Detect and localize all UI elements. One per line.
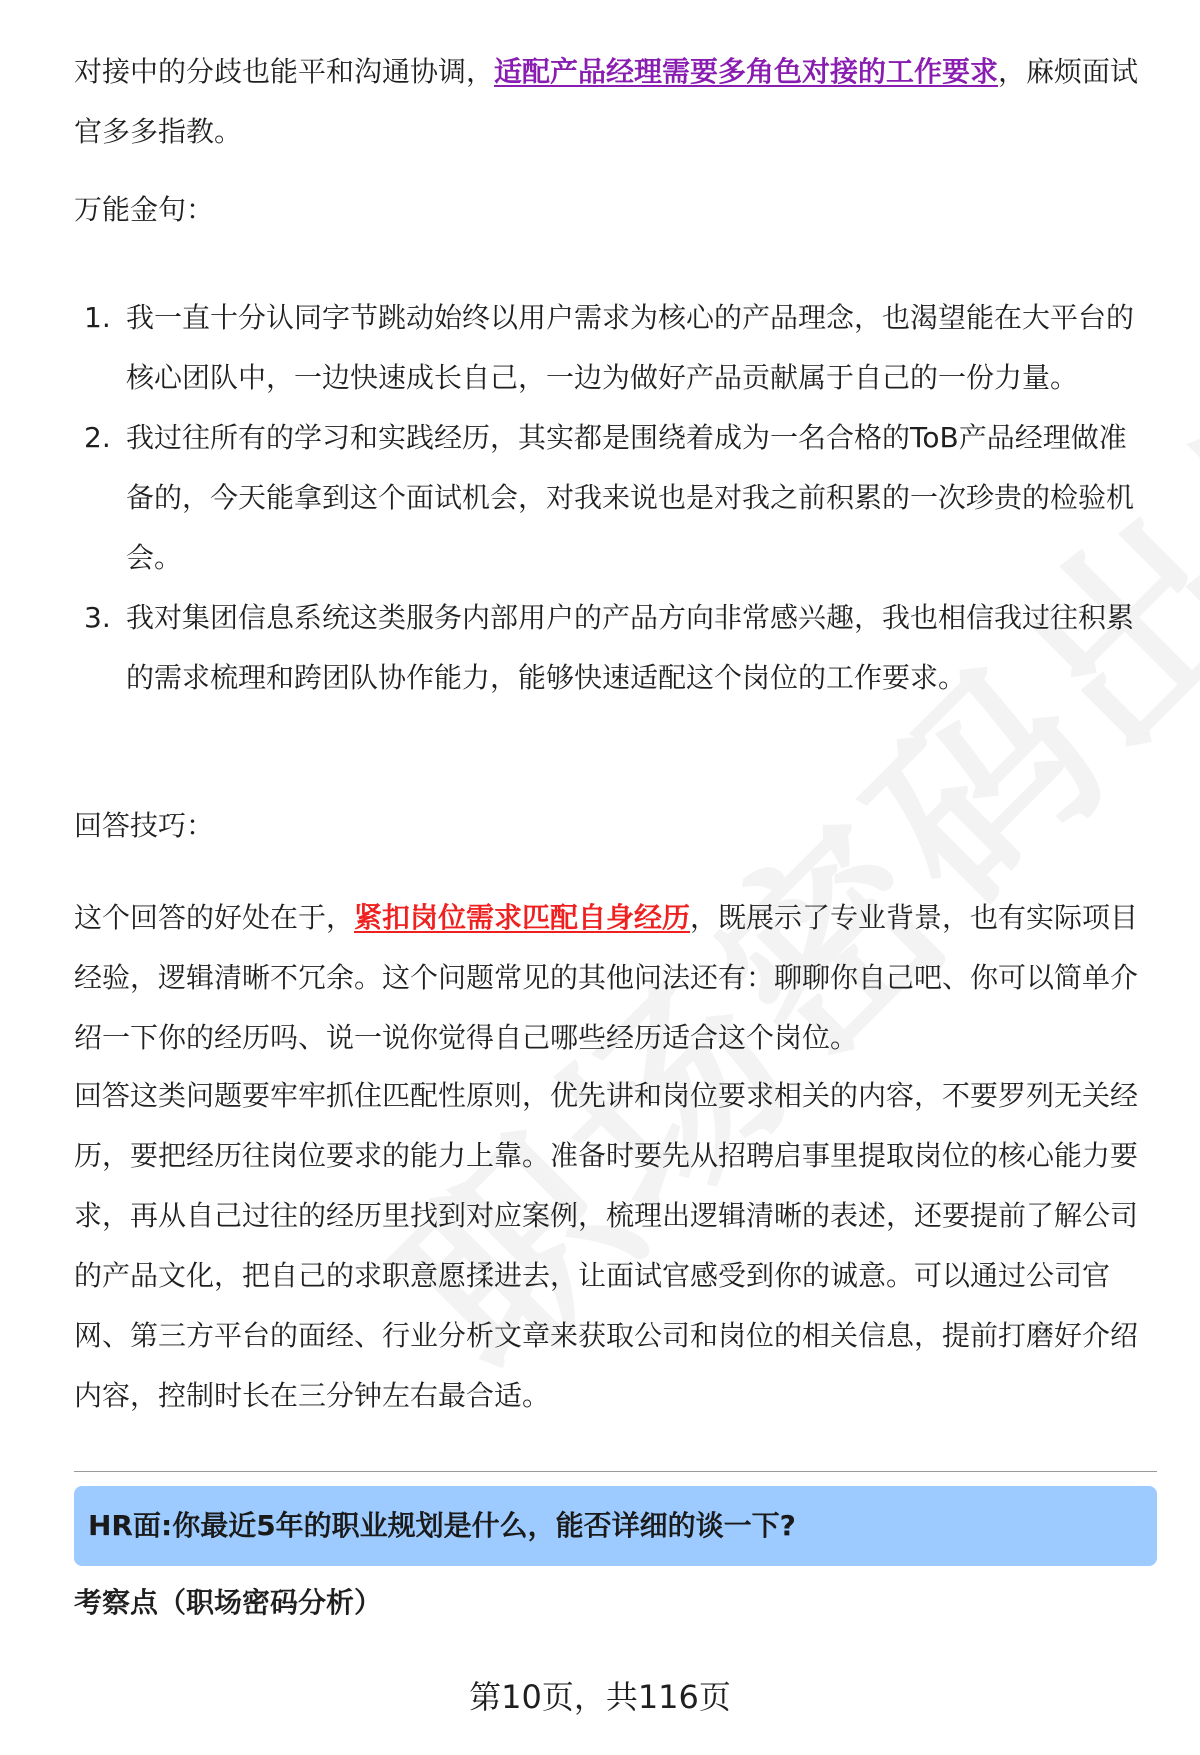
list-item	[74, 288, 1146, 408]
tips-text-end: ，既展示了专业背景，也有实际项目经验，逻辑清晰不冗余。这个问题常见的其他问法还有：聊聊你自己吧、你可以简单介绍一下你的经历吗、说一说你觉得自己哪些经历适合这个岗位。	[74, 901, 1139, 1054]
intro-text: 对接中的分歧也能平和沟通协调，	[74, 55, 495, 88]
intro-highlight: 适配产品经理需要多角色对接的工作要求	[494, 55, 999, 88]
golden-sentence-list	[74, 288, 1146, 708]
tips-paragraph-2: 回答这类问题要牢牢抓住匹配性原则，优先讲和岗位要求相关的内容，不要罗列无关经历，要把经历往岗位要求的能力上靠。准备时要先从招聘启事里提取岗位的核心能力要求，再从自己过往的经历里找到对应案例，梳理出逻辑清晰的表述，还要提前了解公司的产品文化，把自己的求职意愿揉进去，让面试官感受到你的诚意。可以通过公司官网、第三方平台的面经、行业分析文章来获取公司和岗位的相关信息，提前打磨好介绍内容，控制时长在三分钟左右最合适。	[74, 1079, 1139, 1412]
divider	[74, 1471, 1157, 1472]
hr-question: HR面:你最近5年的职业规划是什么，能否详细的谈一下?	[88, 1509, 796, 1542]
hr-question-box	[74, 1486, 1157, 1566]
list-item	[74, 408, 1146, 588]
list-number: 1.	[84, 301, 111, 334]
page-footer: 第10页，共116页	[469, 1678, 731, 1716]
tips-heading: 回答技巧：	[74, 809, 215, 842]
tips-paragraph-1	[74, 888, 1146, 1068]
list-text: 我对集团信息系统这类服务内部用户的产品方向非常感兴趣，我也相信我过往积累的需求梳理和跨团队协作能力，能够快速适配这个岗位的工作要求。	[126, 601, 1135, 694]
list-text: 我过往所有的学习和实践经历，其实都是围绕着成为一名合格的ToB产品经理做准备的，今天能拿到这个面试机会，对我来说也是对我之前积累的一次珍贵的检验机会。	[126, 421, 1135, 574]
section-subheading: 考察点（职场密码分析）	[74, 1586, 383, 1619]
list-number: 2.	[84, 421, 111, 454]
intro-text-end: ，麻烦面试官多多指教。	[74, 55, 1139, 148]
list-number: 3.	[84, 601, 111, 634]
intro-paragraph	[74, 42, 1146, 162]
tips-highlight: 紧扣岗位需求匹配自身经历	[354, 901, 691, 934]
list-text: 我一直十分认同字节跳动始终以用户需求为核心的产品理念，也渴望能在大平台的核心团队中，一边快速成长自己，一边为做好产品贡献属于自己的一份力量。	[126, 301, 1135, 394]
golden-heading: 万能金句：	[74, 193, 215, 226]
tips-text: 这个回答的好处在于，	[74, 901, 355, 934]
list-item	[74, 588, 1146, 708]
